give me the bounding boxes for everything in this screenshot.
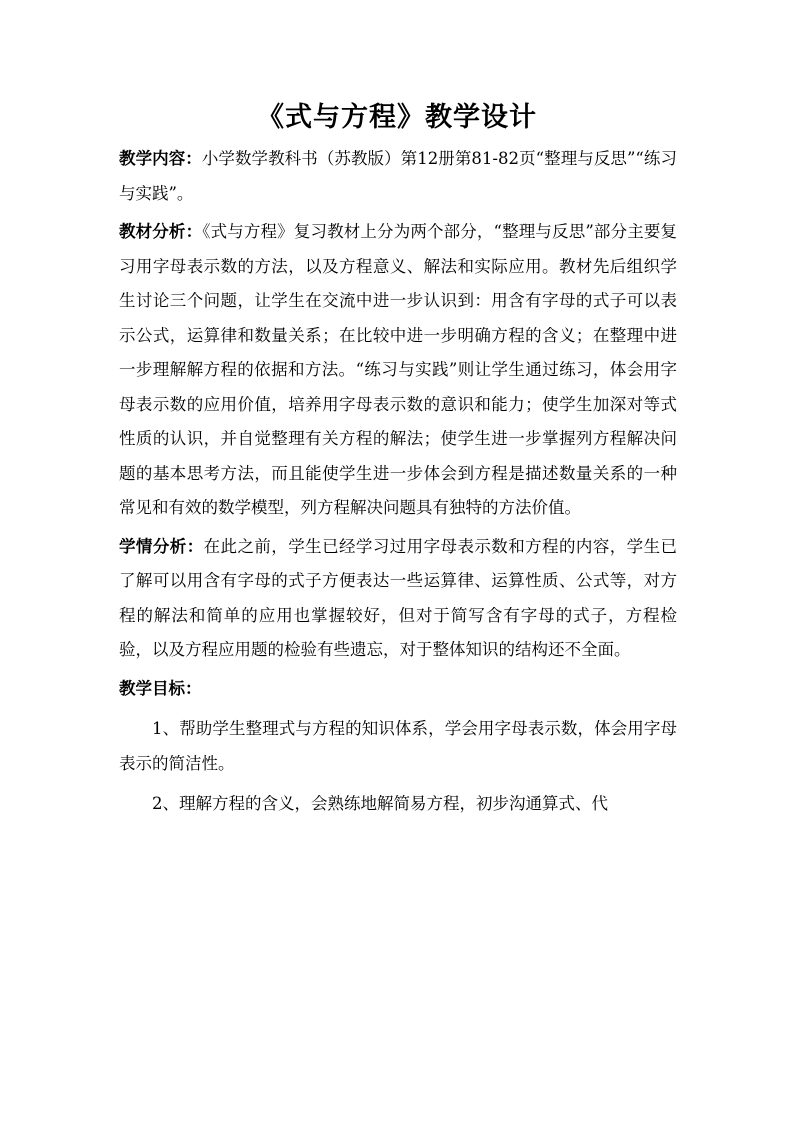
- section-teaching-content: [119, 142, 677, 211]
- section-material-analysis: [119, 215, 677, 526]
- section-label-teaching-goals: 教学目标：: [119, 678, 202, 698]
- section-label-material-analysis: 教材分析：: [119, 222, 203, 241]
- document-title: 《式与方程》教学设计: [257, 102, 537, 133]
- goal-item: 1、帮助学生整理式与方程的知识体系，学会用字母表示数，体会用字母表示的简洁性。: [119, 719, 677, 773]
- goal-item: 2、理解方程的含义，会熟练地解简易方程，初步沟通算式、代: [152, 794, 608, 813]
- section-text-student-analysis: 在此之前，学生已经学习过用字母表示数和方程的内容，学生已了解可以用含有字母的式子方便表达一些运算律、运算性质、公式等，对方程的解法和简单的应用也掌握较好，但对于简写含有字母的式子，方程检验，以及方程应用题的检验有些遗忘，对于整体知识的结构还不全面。: [119, 536, 677, 659]
- document-body: [119, 142, 677, 822]
- section-text-teaching-content: 小学数学教科书（苏教版）第12册第81-82页“整理与反思”“练习与实践”。: [119, 149, 677, 203]
- section-student-analysis: [119, 530, 677, 668]
- section-teaching-goals: [119, 672, 677, 707]
- section-text-material-analysis: 《式与方程》复习教材上分为两个部分，“整理与反思”部分主要复习用字母表示数的方法，以及方程意义、解法和实际应用。教材先后组织学生讨论三个问题，让学生在交流中进一步认识到：用含有字母的式子可以表示公式，运算律和数量关系；在比较中进一步明确方程的含义；在整理中进一步理解解方程的依据和方法。“练习与实践”则让学生通过练习，体会用字母表示数的应用价值，培养用字母表示数的意识和能力；使学生加深对等式性质的认识，并自觉整理有关方程的解法；使学生进一步掌握列方程解决问题的基本思考方法，而且能使学生进一步体会到方程是描述数量关系的一种常见和有效的数学模型，列方程解决问题具有独特的方法价值。: [119, 222, 677, 517]
- section-label-teaching-content: 教学内容：: [119, 149, 202, 168]
- section-label-student-analysis: 学情分析：: [119, 536, 204, 556]
